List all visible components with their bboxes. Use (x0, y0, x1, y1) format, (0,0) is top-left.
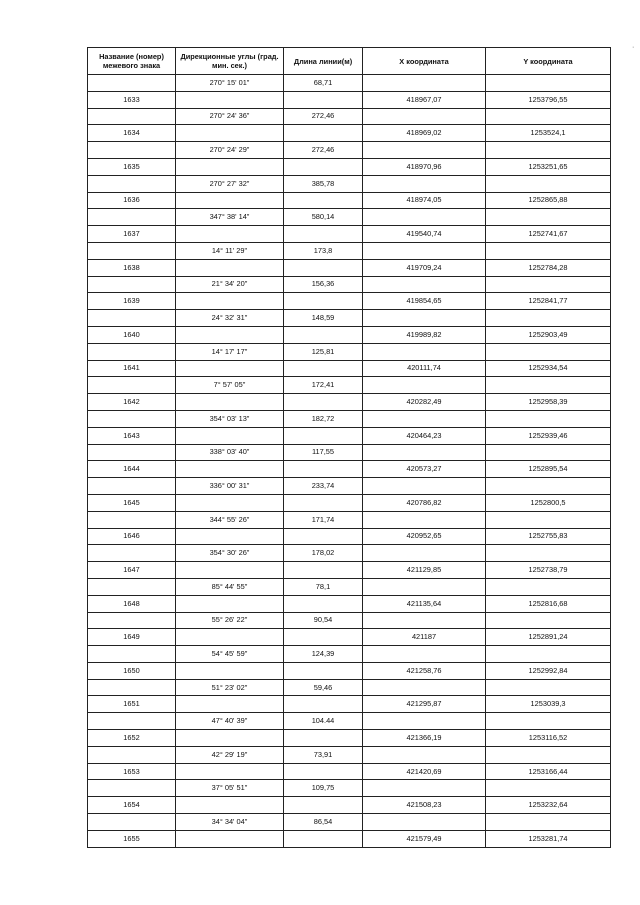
cell-direction-angle (176, 528, 284, 545)
cell-point-name (88, 276, 176, 293)
cell-direction-angle: 14° 17' 17" (176, 343, 284, 360)
cell-y-coordinate (486, 646, 611, 663)
cell-point-name (88, 377, 176, 394)
cell-line-length (284, 226, 363, 243)
cell-direction-angle (176, 461, 284, 478)
cell-point-name (88, 478, 176, 495)
cell-point-name (88, 545, 176, 562)
cell-point-name (88, 310, 176, 327)
cell-line-length (284, 326, 363, 343)
cell-y-coordinate: 1252903,49 (486, 326, 611, 343)
cell-y-coordinate (486, 108, 611, 125)
cell-point-name: 1634 (88, 125, 176, 142)
cell-point-name (88, 175, 176, 192)
cell-line-length: 73,91 (284, 746, 363, 763)
cell-direction-angle (176, 830, 284, 847)
cell-point-name (88, 679, 176, 696)
cell-line-length: 156,36 (284, 276, 363, 293)
table-row-point (88, 562, 611, 579)
cell-line-length (284, 629, 363, 646)
cell-point-name (88, 75, 176, 92)
cell-x-coordinate (363, 612, 486, 629)
table-row-point (88, 595, 611, 612)
cell-y-coordinate: 1253796,55 (486, 91, 611, 108)
cell-x-coordinate: 420282,49 (363, 394, 486, 411)
cell-x-coordinate (363, 679, 486, 696)
cell-y-coordinate: 1252895,54 (486, 461, 611, 478)
cell-line-length: 172,41 (284, 377, 363, 394)
cell-direction-angle (176, 394, 284, 411)
cell-point-name (88, 713, 176, 730)
cell-line-length: 171,74 (284, 511, 363, 528)
header-line-length: Длина линии(м) (284, 48, 363, 75)
cell-direction-angle: 14° 11' 29" (176, 242, 284, 259)
cell-point-name: 1641 (88, 360, 176, 377)
cell-direction-angle (176, 326, 284, 343)
cell-point-name: 1643 (88, 427, 176, 444)
cell-direction-angle (176, 293, 284, 310)
cell-x-coordinate: 418969,02 (363, 125, 486, 142)
cell-direction-angle: 24° 32' 31" (176, 310, 284, 327)
cell-direction-angle (176, 360, 284, 377)
cell-y-coordinate (486, 175, 611, 192)
cell-line-length (284, 360, 363, 377)
cell-line-length (284, 394, 363, 411)
cell-x-coordinate: 420111,74 (363, 360, 486, 377)
cell-x-coordinate: 421187 (363, 629, 486, 646)
cell-y-coordinate: 1253524,1 (486, 125, 611, 142)
cell-y-coordinate: 1252891,24 (486, 629, 611, 646)
cell-point-name: 1645 (88, 494, 176, 511)
coordinates-table (87, 47, 611, 848)
cell-x-coordinate (363, 478, 486, 495)
cell-line-length (284, 293, 363, 310)
table-row-segment (88, 511, 611, 528)
cell-y-coordinate (486, 780, 611, 797)
table-row-point (88, 360, 611, 377)
cell-y-coordinate: 1252958,39 (486, 394, 611, 411)
cell-x-coordinate: 419854,65 (363, 293, 486, 310)
cell-direction-angle: 54° 45' 59" (176, 646, 284, 663)
cell-direction-angle: 85° 44' 55" (176, 578, 284, 595)
table-row-segment (88, 545, 611, 562)
cell-x-coordinate: 421366,19 (363, 730, 486, 747)
cell-x-coordinate (363, 410, 486, 427)
cell-direction-angle: 270° 15' 01" (176, 75, 284, 92)
cell-direction-angle (176, 259, 284, 276)
table-row-segment (88, 444, 611, 461)
cell-point-name: 1642 (88, 394, 176, 411)
cell-line-length (284, 91, 363, 108)
table-row-segment (88, 310, 611, 327)
cell-y-coordinate (486, 444, 611, 461)
cell-direction-angle: 354° 30' 26" (176, 545, 284, 562)
cell-line-length: 385,78 (284, 175, 363, 192)
cell-point-name: 1655 (88, 830, 176, 847)
table-row-point (88, 662, 611, 679)
cell-x-coordinate: 420786,82 (363, 494, 486, 511)
cell-line-length: 272,46 (284, 108, 363, 125)
cell-y-coordinate (486, 242, 611, 259)
cell-y-coordinate: 1252934,54 (486, 360, 611, 377)
cell-y-coordinate (486, 142, 611, 159)
cell-line-length: 124,39 (284, 646, 363, 663)
cell-x-coordinate: 418967,07 (363, 91, 486, 108)
cell-y-coordinate: 1253116,52 (486, 730, 611, 747)
cell-line-length: 272,46 (284, 142, 363, 159)
table-row-point (88, 528, 611, 545)
table-row-segment (88, 780, 611, 797)
cell-x-coordinate (363, 343, 486, 360)
cell-line-length: 178,02 (284, 545, 363, 562)
header-x-coordinate: X координата (363, 48, 486, 75)
table-row-point (88, 730, 611, 747)
table-row-segment (88, 746, 611, 763)
cell-direction-angle: 7° 57' 05" (176, 377, 284, 394)
cell-x-coordinate: 419540,74 (363, 226, 486, 243)
cell-direction-angle: 42° 29' 19" (176, 746, 284, 763)
cell-y-coordinate: 1253232,64 (486, 797, 611, 814)
cell-direction-angle (176, 158, 284, 175)
table-row-segment (88, 343, 611, 360)
cell-x-coordinate: 418974,05 (363, 192, 486, 209)
cell-direction-angle (176, 730, 284, 747)
cell-line-length (284, 830, 363, 847)
cell-y-coordinate (486, 310, 611, 327)
cell-line-length: 59,46 (284, 679, 363, 696)
table-row-point (88, 293, 611, 310)
cell-line-length (284, 192, 363, 209)
cell-point-name (88, 646, 176, 663)
cell-y-coordinate: 1253251,65 (486, 158, 611, 175)
cell-direction-angle (176, 192, 284, 209)
cell-x-coordinate: 421508,23 (363, 797, 486, 814)
cell-point-name: 1644 (88, 461, 176, 478)
table-row-segment (88, 108, 611, 125)
cell-line-length (284, 730, 363, 747)
cell-direction-angle (176, 595, 284, 612)
cell-point-name (88, 612, 176, 629)
table-row-segment (88, 713, 611, 730)
cell-point-name (88, 242, 176, 259)
cell-line-length (284, 562, 363, 579)
table-row-segment (88, 814, 611, 831)
table-row-point (88, 494, 611, 511)
cell-point-name (88, 410, 176, 427)
cell-line-length (284, 797, 363, 814)
table-row-point (88, 763, 611, 780)
cell-point-name (88, 108, 176, 125)
cell-direction-angle: 347° 38' 14" (176, 209, 284, 226)
cell-direction-angle (176, 125, 284, 142)
cell-line-length (284, 595, 363, 612)
table-row-point (88, 427, 611, 444)
table-row-point (88, 629, 611, 646)
cell-y-coordinate (486, 612, 611, 629)
table-row-point (88, 830, 611, 847)
cell-x-coordinate (363, 444, 486, 461)
table-row-point (88, 326, 611, 343)
table-row-point (88, 797, 611, 814)
cell-y-coordinate: 1252755,83 (486, 528, 611, 545)
cell-x-coordinate: 421420,69 (363, 763, 486, 780)
cell-line-length (284, 125, 363, 142)
cell-point-name (88, 814, 176, 831)
cell-x-coordinate (363, 578, 486, 595)
cell-x-coordinate (363, 242, 486, 259)
cell-line-length: 78,1 (284, 578, 363, 595)
cell-point-name: 1637 (88, 226, 176, 243)
cell-x-coordinate (363, 713, 486, 730)
cell-x-coordinate (363, 108, 486, 125)
cell-y-coordinate (486, 478, 611, 495)
cell-direction-angle: 55° 26' 22" (176, 612, 284, 629)
cell-line-length: 104.44 (284, 713, 363, 730)
table-row-segment (88, 612, 611, 629)
cell-point-name (88, 142, 176, 159)
cell-x-coordinate: 421135,64 (363, 595, 486, 612)
cell-point-name: 1649 (88, 629, 176, 646)
cell-y-coordinate: 1252841,77 (486, 293, 611, 310)
cell-direction-angle: 37° 05' 51" (176, 780, 284, 797)
cell-direction-angle (176, 494, 284, 511)
cell-y-coordinate: 1253039,3 (486, 696, 611, 713)
cell-y-coordinate (486, 209, 611, 226)
cell-y-coordinate (486, 410, 611, 427)
cell-point-name: 1648 (88, 595, 176, 612)
cell-point-name (88, 578, 176, 595)
cell-y-coordinate: 1253281,74 (486, 830, 611, 847)
cell-direction-angle (176, 797, 284, 814)
cell-line-length (284, 763, 363, 780)
cell-point-name: 1652 (88, 730, 176, 747)
cell-y-coordinate (486, 746, 611, 763)
cell-line-length: 148,59 (284, 310, 363, 327)
cell-point-name: 1636 (88, 192, 176, 209)
table-row-point (88, 461, 611, 478)
cell-direction-angle: 47° 40' 39" (176, 713, 284, 730)
cell-y-coordinate: 1252784,28 (486, 259, 611, 276)
cell-y-coordinate (486, 679, 611, 696)
cell-x-coordinate (363, 276, 486, 293)
cell-line-length (284, 427, 363, 444)
table-row-segment (88, 377, 611, 394)
header-direction-angle: Дирекционные углы (град. мин. сек.) (176, 48, 284, 75)
cell-x-coordinate: 419709,24 (363, 259, 486, 276)
cell-direction-angle: 34° 34' 04" (176, 814, 284, 831)
cell-y-coordinate: 1252741,67 (486, 226, 611, 243)
cell-x-coordinate (363, 377, 486, 394)
cell-y-coordinate (486, 545, 611, 562)
cell-point-name (88, 511, 176, 528)
cell-line-length: 233,74 (284, 478, 363, 495)
cell-y-coordinate: 1252816,68 (486, 595, 611, 612)
table-row-point (88, 158, 611, 175)
cell-y-coordinate: 1252939,46 (486, 427, 611, 444)
cell-x-coordinate (363, 75, 486, 92)
cell-line-length (284, 259, 363, 276)
cell-x-coordinate: 421258,76 (363, 662, 486, 679)
edge-mark: · (632, 44, 635, 51)
table-row-segment (88, 175, 611, 192)
cell-direction-angle (176, 662, 284, 679)
table-row-segment (88, 410, 611, 427)
cell-y-coordinate (486, 713, 611, 730)
cell-x-coordinate: 418970,96 (363, 158, 486, 175)
cell-x-coordinate (363, 310, 486, 327)
cell-y-coordinate: 1252992,84 (486, 662, 611, 679)
cell-line-length: 125,81 (284, 343, 363, 360)
cell-y-coordinate (486, 343, 611, 360)
table-body (88, 75, 611, 848)
cell-x-coordinate: 420952,65 (363, 528, 486, 545)
cell-y-coordinate: 1252865,88 (486, 192, 611, 209)
cell-x-coordinate (363, 646, 486, 663)
table-row-point (88, 696, 611, 713)
cell-line-length: 90,54 (284, 612, 363, 629)
cell-point-name: 1651 (88, 696, 176, 713)
table-row-point (88, 394, 611, 411)
cell-line-length: 109,75 (284, 780, 363, 797)
table-row-point (88, 226, 611, 243)
cell-direction-angle: 51° 23' 02" (176, 679, 284, 696)
header-row (88, 48, 611, 75)
cell-point-name: 1647 (88, 562, 176, 579)
cell-point-name: 1650 (88, 662, 176, 679)
cell-line-length (284, 158, 363, 175)
cell-direction-angle: 270° 24' 29" (176, 142, 284, 159)
cell-point-name: 1646 (88, 528, 176, 545)
cell-y-coordinate (486, 75, 611, 92)
cell-direction-angle (176, 91, 284, 108)
header-point-name: Название (номер) межевого знака (88, 48, 176, 75)
cell-line-length: 86,54 (284, 814, 363, 831)
table-row-point (88, 91, 611, 108)
cell-line-length (284, 662, 363, 679)
cell-direction-angle: 21° 34' 20" (176, 276, 284, 293)
cell-x-coordinate: 421129,85 (363, 562, 486, 579)
table-row-segment (88, 276, 611, 293)
cell-point-name: 1653 (88, 763, 176, 780)
cell-direction-angle: 338° 03' 40" (176, 444, 284, 461)
cell-point-name (88, 746, 176, 763)
cell-x-coordinate: 421579,49 (363, 830, 486, 847)
cell-point-name: 1654 (88, 797, 176, 814)
table-row-segment (88, 646, 611, 663)
cell-direction-angle (176, 629, 284, 646)
cell-direction-angle (176, 562, 284, 579)
cell-y-coordinate (486, 814, 611, 831)
cell-y-coordinate (486, 276, 611, 293)
cell-direction-angle: 336° 00' 31" (176, 478, 284, 495)
table-row-segment (88, 679, 611, 696)
cell-line-length: 68,71 (284, 75, 363, 92)
table-row-point (88, 192, 611, 209)
cell-line-length (284, 528, 363, 545)
cell-x-coordinate: 420573,27 (363, 461, 486, 478)
cell-line-length (284, 696, 363, 713)
cell-x-coordinate (363, 814, 486, 831)
header-y-coordinate: Y координата (486, 48, 611, 75)
cell-point-name (88, 343, 176, 360)
cell-y-coordinate: 1252738,79 (486, 562, 611, 579)
cell-line-length: 173,8 (284, 242, 363, 259)
cell-point-name: 1633 (88, 91, 176, 108)
cell-direction-angle: 344° 55' 26" (176, 511, 284, 528)
cell-x-coordinate: 420464,23 (363, 427, 486, 444)
cell-point-name: 1638 (88, 259, 176, 276)
cell-x-coordinate (363, 511, 486, 528)
cell-y-coordinate (486, 511, 611, 528)
cell-x-coordinate: 421295,87 (363, 696, 486, 713)
cell-line-length (284, 461, 363, 478)
cell-y-coordinate (486, 578, 611, 595)
cell-line-length: 182,72 (284, 410, 363, 427)
cell-line-length: 580,14 (284, 209, 363, 226)
table-row-segment (88, 142, 611, 159)
cell-line-length: 117,55 (284, 444, 363, 461)
table-row-segment (88, 242, 611, 259)
cell-line-length (284, 494, 363, 511)
cell-direction-angle: 270° 24' 36" (176, 108, 284, 125)
cell-x-coordinate (363, 142, 486, 159)
cell-x-coordinate: 419989,82 (363, 326, 486, 343)
cell-direction-angle (176, 696, 284, 713)
cell-direction-angle: 270° 27' 32" (176, 175, 284, 192)
cell-direction-angle (176, 226, 284, 243)
cell-point-name: 1639 (88, 293, 176, 310)
cell-direction-angle (176, 427, 284, 444)
cell-direction-angle: 354° 03' 13" (176, 410, 284, 427)
table-header (88, 48, 611, 75)
cell-x-coordinate (363, 746, 486, 763)
cell-x-coordinate (363, 209, 486, 226)
cell-y-coordinate (486, 377, 611, 394)
table-row-segment (88, 75, 611, 92)
cell-point-name (88, 444, 176, 461)
cell-x-coordinate (363, 780, 486, 797)
cell-x-coordinate (363, 545, 486, 562)
table-row-point (88, 125, 611, 142)
table-row-segment (88, 578, 611, 595)
cell-point-name: 1640 (88, 326, 176, 343)
cell-direction-angle (176, 763, 284, 780)
cell-point-name (88, 209, 176, 226)
table-row-segment (88, 478, 611, 495)
cell-y-coordinate: 1252800,5 (486, 494, 611, 511)
table-row-point (88, 259, 611, 276)
cell-x-coordinate (363, 175, 486, 192)
cell-point-name: 1635 (88, 158, 176, 175)
table-row-segment (88, 209, 611, 226)
cell-y-coordinate: 1253166,44 (486, 763, 611, 780)
cell-point-name (88, 780, 176, 797)
